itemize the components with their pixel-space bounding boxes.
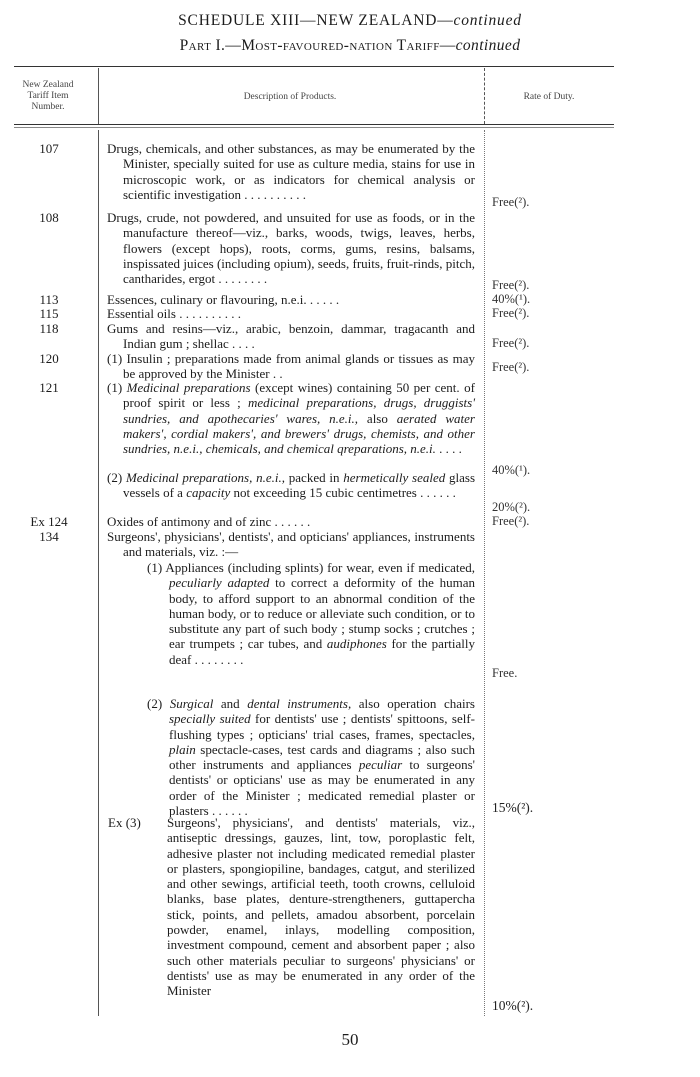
page-number: 50 (341, 1030, 359, 1049)
item-description: Surgeons', physicians', and dentists' materials, viz., antiseptic dressings, gauzes, lint, tow, poroplastic felt, adhesive plaster not including medicated remedial plaster or plasters, spongiopiline, bandages, catgut, and sterilized and other sewings, artificial teeth, tooth crowns, celluloid blanks, base plates, denture-strengtheners, guttapercha stick, points, and pellets, amadou absorbent, porcelain powder, enamel, inlays, modelling composition, investment compound, cement and absorbent paper ; also such other materials peculiar to surgeons' physicians' or dentists' use as may be enumerated in any order of the Minister (167, 815, 475, 999)
schedule-title: SCHEDULE XIII—NEW ZEALAND—continued (178, 12, 522, 29)
column-divider-4 (484, 130, 485, 1016)
item-description: (2) Surgical and dental instruments, also operation chairs specially suited for dentists' use ; dentists' spittoons, self-flushing types ; opticians' trial cases, frames, spectacles, plain spectacle-cases, test cards and diagrams ; also such other instruments and appliances peculiar to surgeons' dentists' or opticians' use as may be enumerated in any order of the Minister ; medicated remedial plaster or plasters . . . . . . (147, 696, 475, 819)
item-number: 108 (39, 210, 59, 225)
column-head-rule (14, 124, 614, 125)
column-divider-1 (98, 68, 99, 124)
item-rate: Free(²). (492, 336, 530, 350)
item-description: Drugs, crude, not powdered, and unsuited for use as foods, or in the manufacture thereof—viz., barks, woods, twigs, leaves, herbs, flowers (except hops), roots, corms, gums, resins, balsams, inspissated juices (including opium), seeds, fruits, fruit-rinds, pitch, cantharides, ergot . . . . . . . . (107, 210, 475, 287)
item-description: Surgeons', physicians', dentists', and opticians' appliances, instruments and materials, viz. :— (107, 529, 475, 560)
column-divider-3 (98, 130, 99, 1016)
item-rate: Free. (492, 666, 518, 680)
item-number: 107 (39, 141, 59, 156)
item-description: (2) Medicinal preparations, n.e.i., packed in hermetically sealed glass vessels of a capacity not exceeding 15 cubic centimetres . . . . . . (107, 470, 476, 501)
item-rate: Free(²). (492, 306, 530, 320)
item-number: Ex (3) (108, 815, 141, 830)
item-number: Ex 124 (30, 514, 68, 529)
part-title: Part I.—Most-favoured-nation Tariff—continued (179, 37, 521, 54)
item-description: (1) Appliances (including splints) for wear, even if medicated, peculiarly adapted to correct a deformity of the human body, to afford support to an abnormal condition of the human body, or to reduce or alleviate such condition, or to substitute any part of such body ; stump socks ; crutches ; ear trumpets ; car tubes, and audiphones for the partially deaf . . . . . . . . (147, 560, 475, 667)
item-description: (1) Insulin ; preparations made from animal glands or tissues as may be approved by the Minister . . (107, 351, 475, 382)
item-description: Oxides of antimony and of zinc . . . . . . (107, 514, 311, 529)
column-head-rule-2 (14, 127, 614, 128)
item-description: Gums and resins—viz., arabic, benzoin, dammar, tragacanth and Indian gum ; shellac . . . . (107, 321, 475, 352)
item-rate: 40%(¹). (492, 463, 531, 477)
item-rate: 20%(²). (492, 500, 531, 514)
item-rate: 10%(²). (492, 998, 534, 1013)
top-rule (14, 66, 614, 67)
item-number: 113 (39, 292, 59, 307)
item-number: 118 (39, 321, 59, 336)
item-description: Drugs, chemicals, and other substances, as may be enumerated by the Minister, specially suited for use as culture media, stains for use in microscopic work, or as indicators for chemical analysis or scientific investigation . . . . . . . . . . (107, 141, 475, 202)
item-rate: 15%(²). (492, 800, 534, 815)
item-number: 134 (39, 529, 59, 544)
item-description: (1) Medicinal preparations (except wines) containing 50 per cent. of proof spirit or less ; medicinal preparations, drugs, druggists' sundries, and apothecaries' wares, n.e.i., also aerated water makers', cordial makers', and brewers' drugs, chemists, and other sundries, n.e.i., chemicals, and chemical qreparations, n.e.i. . . . . (107, 380, 475, 457)
item-number: 121 (39, 380, 59, 395)
item-rate: Free(²). (492, 195, 530, 209)
rate-heading: Rate of Duty. (523, 92, 575, 102)
item-rate: Free(²). (492, 514, 530, 528)
item-number: 115 (39, 306, 59, 321)
item-description: Essential oils . . . . . . . . . . (107, 306, 241, 321)
item-number: 120 (39, 351, 59, 366)
item-rate: Free(²). (492, 278, 530, 292)
description-heading: Description of Products. (243, 92, 337, 102)
column-divider-2 (484, 68, 485, 124)
item-number-heading: New Zealand Tariff Item Number. (22, 80, 74, 112)
item-rate: 40%(¹). (492, 292, 531, 306)
item-rate: Free(²). (492, 360, 530, 374)
item-description: Essences, culinary or flavouring, n.e.i. . . . . . (107, 292, 340, 307)
